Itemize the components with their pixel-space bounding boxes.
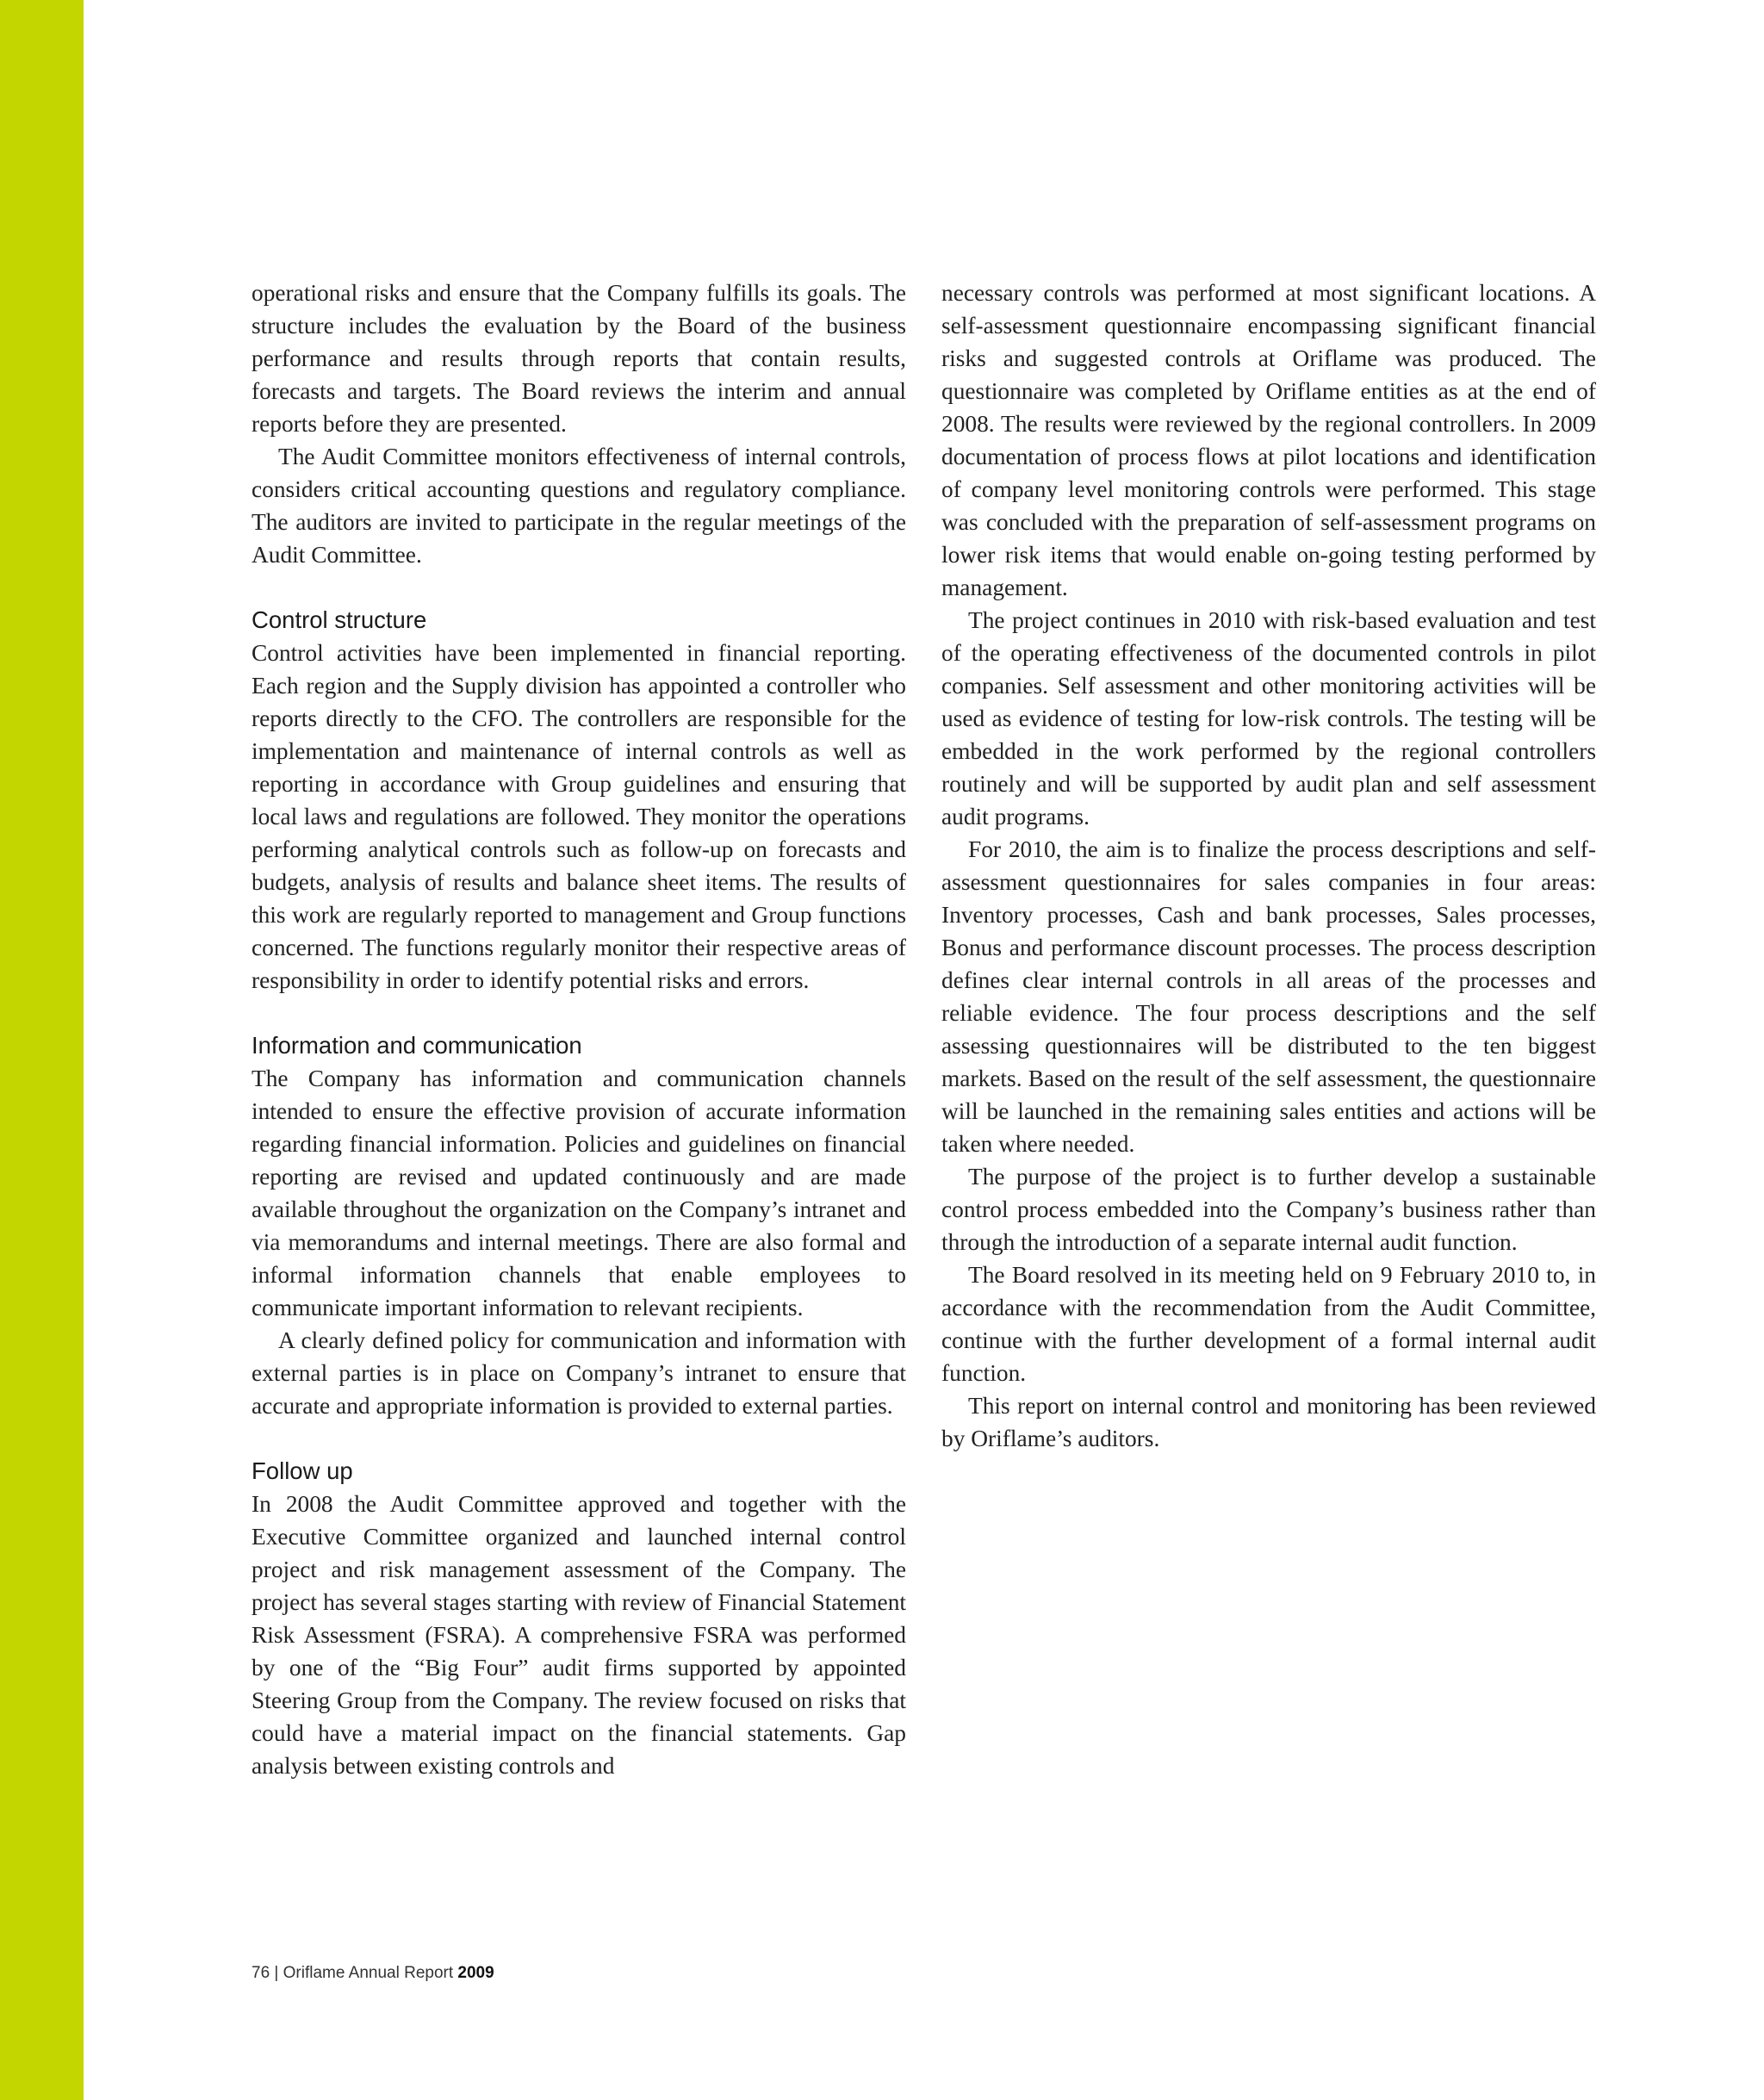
left-paragraph-1: operational risks and ensure that the Company fulfills its goals. The structure includes the evaluation by the Board of the business performance and results through reports that contain results, forecasts and targets. The Board reviews the interim and annual reports before they are presented. (252, 280, 906, 437)
right-paragraph-5: The Board resolved in its meeting held on 9 February 2010 to, in accordance with the recommendation from the Audit Committee, continue with the further development of a formal internal audit function. (941, 1262, 1596, 1386)
left-text-column (252, 276, 906, 1782)
left-paragraph-3: Control activities have been implemented in financial reporting. Each region and the Supply division has appointed a controller who reports directly to the CFO. The controllers are responsible for the implementation and maintenance of internal controls as well as reporting in accordance with Group guidelines and ensuring that local laws and regulations are followed. They monitor the operations performing analytical controls such as follow-up on forecasts and budgets, analysis of results and balance sheet items. The results of this work are regularly reported to management and Group functions concerned. The functions regularly monitor their respective areas of responsibility in order to identify potential risks and errors. (252, 640, 906, 993)
right-text-column (941, 276, 1596, 1455)
information-communication-heading: Information and communication (252, 1032, 582, 1059)
left-paragraph-4: The Company has information and communication channels intended to ensure the effective provision of accurate information regarding financial information. Policies and guidelines on financial reporting are revised and updated continuously and are made available throughout the organization on the Company’s intranet and via memorandums and internal meetings. There are also formal and informal information channels that enable employees to communicate important information to relevant recipients. (252, 1066, 906, 1320)
right-paragraph-1: necessary controls was performed at most significant locations. A self-assessment questionnaire encompassing significant financial risks and suggested controls at Oriflame was produced. The questionnaire was completed by Oriflame entities as at the end of 2008. The results were reviewed by the regional controllers. In 2009 documentation of process flows at pilot locations and identification of company level monitoring controls were performed. This stage was concluded with the preparation of self-assessment programs on lower risk items that would enable on-going testing performed by management. (941, 280, 1596, 600)
left-paragraph-2: The Audit Committee monitors effectiveness of internal controls, considers critical accounting questions and regulatory compliance. The auditors are invited to participate in the regular meetings of the Audit Committee. (252, 444, 906, 568)
right-paragraph-6: This report on internal control and monitoring has been reviewed by Oriflame’s auditors. (941, 1393, 1596, 1451)
report-title: Oriflame Annual Report (283, 1964, 454, 1982)
control-structure-heading: Control structure (252, 606, 427, 633)
page-number: 76 (252, 1964, 270, 1982)
right-paragraph-2: The project continues in 2010 with risk-based evaluation and test of the operating effectiveness of the documented controls in pilot companies. Self assessment and other monitoring activities will be used as evidence of testing for low-risk controls. The testing will be embedded in the work performed by the regional controllers routinely and will be supported by audit plan and self assessment audit programs. (941, 607, 1596, 829)
report-year: 2009 (457, 1964, 494, 1982)
footer-separator: | (274, 1964, 279, 1982)
accent-side-bar (0, 0, 84, 2100)
right-paragraph-3: For 2010, the aim is to finalize the process descriptions and self-assessment questionnaires for sales companies in four areas: Inventory processes, Cash and bank processes, Sales processes, Bonus and performance discount processes. The process description defines clear internal controls in all areas of the processes and reliable evidence. The four process descriptions and the self assessing questionnaires will be distributed to the ten biggest markets. Based on the result of the self assessment, the questionnaire will be launched in the remaining sales entities and actions will be taken where needed. (941, 836, 1596, 1157)
right-paragraph-4: The purpose of the project is to further develop a sustainable control process embedded into the Company’s business rather than through the introduction of a separate internal audit function. (941, 1164, 1596, 1255)
follow-up-heading: Follow up (252, 1457, 353, 1484)
left-paragraph-6: In 2008 the Audit Committee approved and together with the Executive Committee organized and launched internal control project and risk management assessment of the Company. The project has several stages starting with review of Financial Statement Risk Assessment (FSRA). A comprehensive FSRA was performed by one of the “Big Four” audit firms supported by appointed Steering Group from the Company. The review focused on risks that could have a material impact on the financial statements. Gap analysis between existing controls and (252, 1491, 906, 1779)
page-footer (252, 1963, 494, 1984)
left-paragraph-5: A clearly defined policy for communication and information with external parties is in place on Company’s intranet to ensure that accurate and appropriate information is provided to external parties. (252, 1327, 906, 1419)
